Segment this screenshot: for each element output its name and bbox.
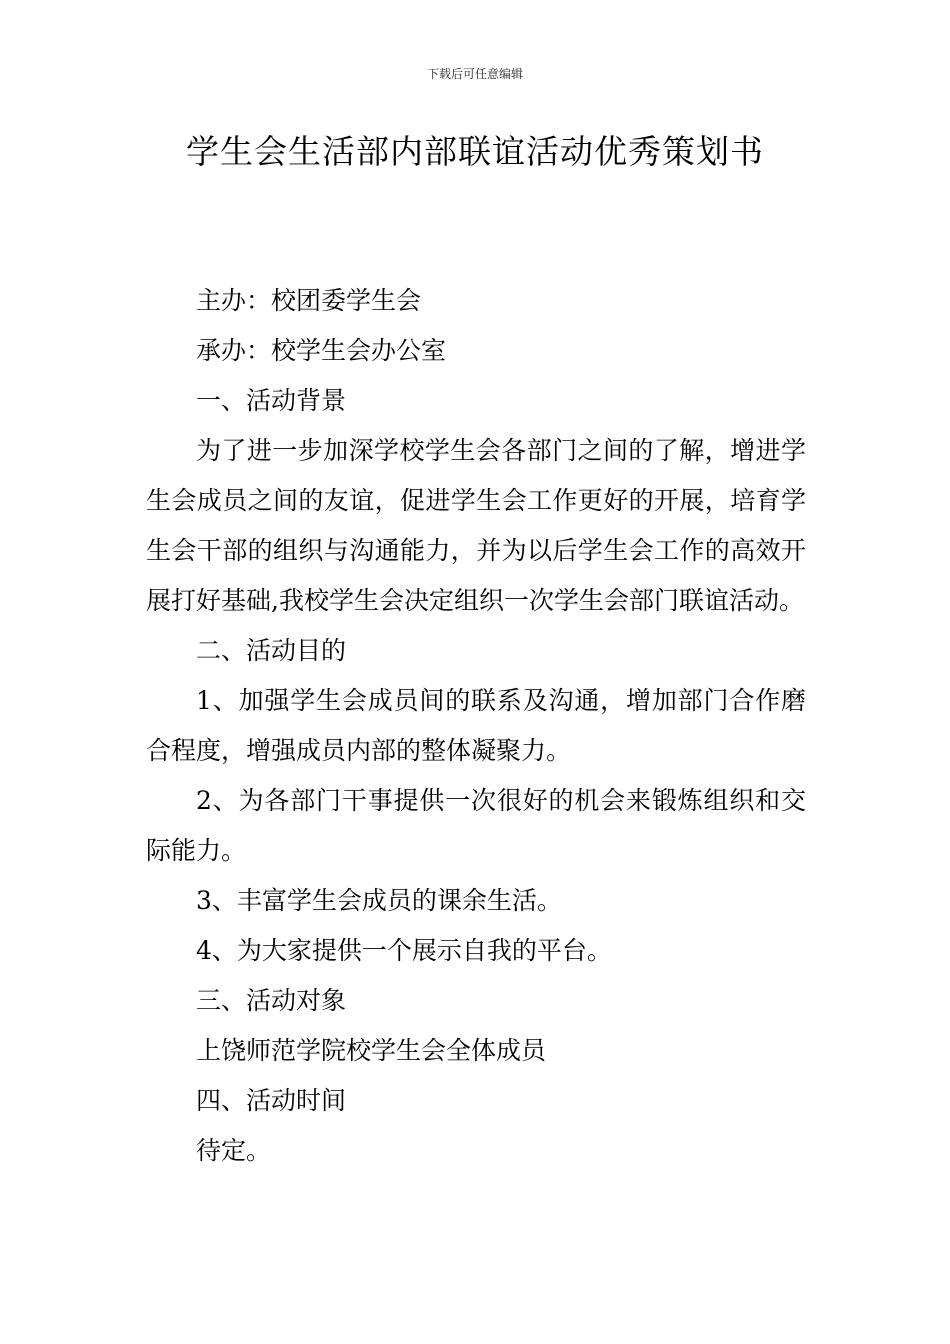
purpose-item-2: 2、为各部门干事提供一次很好的机会来锻炼组织和交际能力。 xyxy=(146,786,806,865)
document-body xyxy=(146,276,806,1176)
page-header-note: 下载后可任意编辑 xyxy=(426,67,523,81)
organizer-line: 主办：校团委学生会 xyxy=(196,286,422,315)
background-paragraph: 为了进一步加深学校学生会各部门之间的了解，增进学生会成员之间的友谊，促进学生会工作更好的开展，培育学生会干部的组织与沟通能力，并为以后学生会工作的高效开展打好基础,我校学生会决定组织一次学生会部门联谊活动。 xyxy=(146,436,806,615)
section-heading-background: 一、活动背景 xyxy=(196,386,347,415)
section-heading-audience: 三、活动对象 xyxy=(196,986,347,1015)
section-heading-purpose: 二、活动目的 xyxy=(196,636,347,665)
time-paragraph: 待定。 xyxy=(196,1136,272,1165)
purpose-item-1: 1、加强学生会成员间的联系及沟通，增加部门合作磨合程度，增强成员内部的整体凝聚力。 xyxy=(146,686,806,765)
section-heading-time: 四、活动时间 xyxy=(196,1086,347,1115)
purpose-item-3: 3、丰富学生会成员的课余生活。 xyxy=(196,886,562,915)
undertaker-line: 承办：校学生会办公室 xyxy=(196,336,447,365)
purpose-item-4: 4、为大家提供一个展示自我的平台。 xyxy=(196,936,612,965)
document-title: 学生会生活部内部联谊活动优秀策划书 xyxy=(186,132,764,171)
audience-paragraph: 上饶师范学院校学生会全体成员 xyxy=(196,1036,547,1065)
